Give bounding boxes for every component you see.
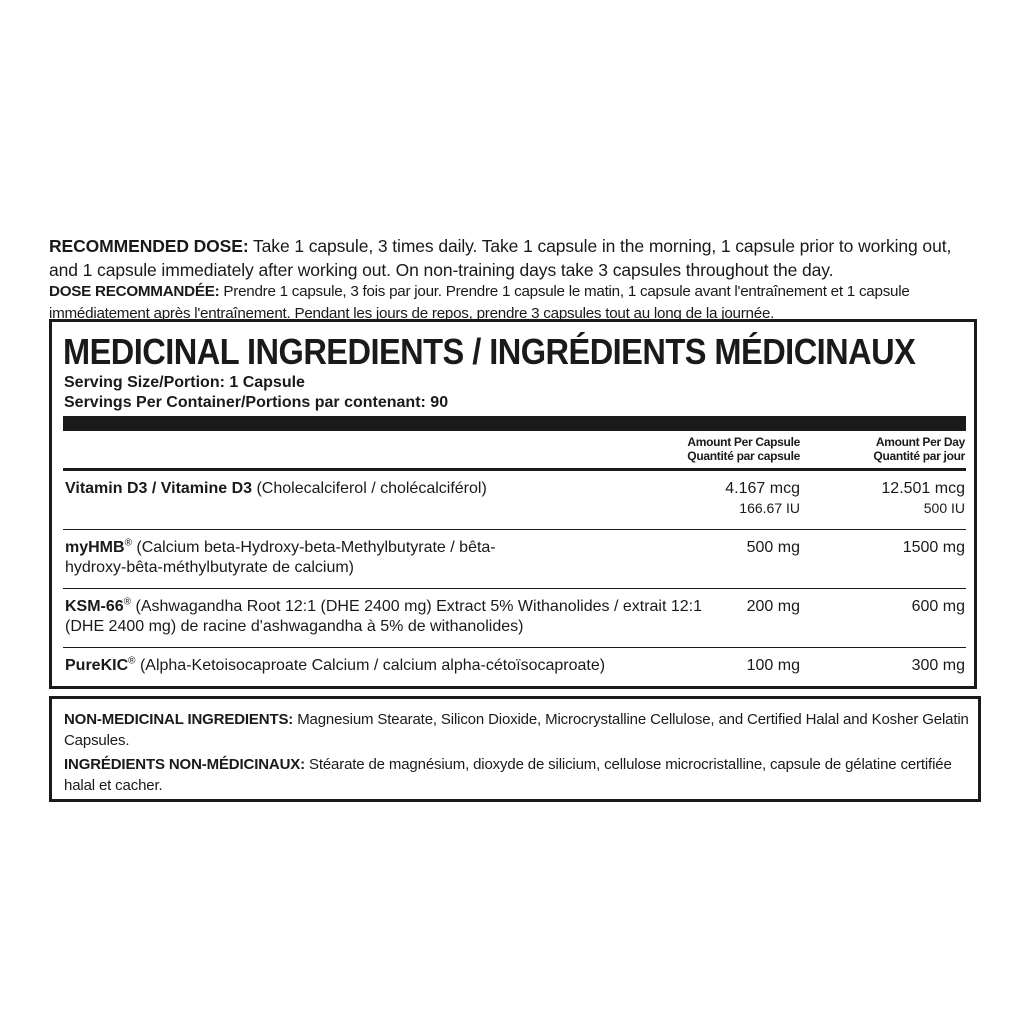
amount-per-day: 1500 mg [902, 539, 965, 556]
medicinal-ingredients-panel [49, 319, 977, 689]
amount-per-day: 600 mg [911, 598, 965, 615]
amount-per-capsule: 4.167 mcg [725, 480, 800, 497]
ingredient-description: (Calcium beta-Hydroxy-beta-Methylbutyrate / bêta-hydroxy-bêta-méthylbutyrate de calcium) [65, 539, 496, 576]
amount-per-capsule-iu: 166.67 IU [739, 500, 800, 516]
non-medicinal-ingredients-en [64, 709, 970, 751]
non-medicinal-text-fr: Stéarate de magnésium, dioxyde de silicium, cellulose microcristalline, capsule de gélatine certifiée halal et cacher. [64, 756, 952, 794]
ingredient-name-bold: myHMB [65, 539, 125, 556]
ingredient-name [65, 656, 715, 676]
column-header-per-day-fr: Quantité par jour [873, 449, 965, 463]
recommended-dose-en [49, 234, 977, 282]
column-header-per-day [873, 435, 965, 463]
row-divider [63, 529, 966, 530]
row-divider [63, 647, 966, 648]
amount-per-capsule: 200 mg [746, 598, 800, 615]
ingredient-description: (Alpha-Ketoisocaproate Calcium / calcium alpha-cétoïsocaproate) [135, 657, 606, 674]
recommended-dose-text: Take 1 capsule, 3 times daily. Take 1 capsule in the morning, 1 capsule prior to working out, and 1 capsule immediately after working out. On non-training days take 3 capsules throughout the day. [49, 235, 952, 280]
ingredient-row-purekic [63, 656, 966, 678]
recommended-dose-label: RECOMMENDED DOSE: [49, 235, 249, 256]
amount-per-day: 12.501 mcg [881, 480, 965, 497]
ingredient-name [65, 479, 715, 499]
column-header-per-capsule-fr: Quantité par capsule [687, 449, 800, 463]
non-medicinal-label-fr: INGRÉDIENTS NON-MÉDICINAUX: [64, 756, 305, 773]
column-header-per-capsule-en: Amount Per Capsule [687, 435, 800, 449]
servings-per-value: 90 [430, 394, 449, 411]
thick-divider [63, 416, 966, 431]
amount-per-day-iu: 500 IU [923, 500, 965, 516]
serving-size-value: 1 Capsule [229, 374, 305, 391]
non-medicinal-text-en: Magnesium Stearate, Silicon Dioxide, Microcrystalline Cellulose, and Certified Halal and Kosher Gelatin Capsules. [64, 711, 969, 749]
amount-per-capsule: 500 mg [746, 539, 800, 556]
ingredient-name [65, 597, 715, 637]
servings-per-label: Servings Per Container/Portions par contenant: [64, 394, 431, 411]
non-medicinal-label-en: NON-MEDICINAL INGREDIENTS: [64, 711, 294, 728]
registered-mark: ® [123, 596, 132, 608]
servings-per-container [64, 393, 448, 413]
serving-size-label: Serving Size/Portion: [64, 374, 230, 391]
panel-title: MEDICINAL INGREDIENTS / INGRÉDIENTS MÉDICINAUX [63, 331, 916, 372]
ingredient-row-vitamin-d3 [63, 479, 966, 529]
ingredient-name-bold: PureKIC [65, 657, 129, 674]
column-header-per-capsule [687, 435, 800, 463]
header-divider [63, 468, 966, 471]
amount-per-capsule: 100 mg [746, 657, 800, 674]
ingredient-description: (Cholecalciferol / cholécalciférol) [252, 480, 487, 497]
ingredient-description: (Ashwagandha Root 12:1 (DHE 2400 mg) Extract 5% Withanolides / extrait 12:1 (DHE 2400 mg) de racine d'ashwagandha à 5% de withanolides) [65, 598, 703, 635]
registered-mark: ® [124, 537, 132, 549]
dose-recommandee-text: Prendre 1 capsule, 3 fois par jour. Prendre 1 capsule le matin, 1 capsule avant l'entraînement et 1 capsule immédiatement après l'entraînement. Pendant les jours de repos, prendre 3 capsules tout au long de la journée. [49, 283, 910, 323]
serving-size [64, 373, 305, 393]
ingredient-row-myhmb [63, 538, 966, 582]
registered-mark: ® [128, 655, 136, 667]
ingredient-name-bold: KSM-66 [65, 598, 124, 615]
dose-recommandee-label: DOSE RECOMMANDÉE: [49, 283, 220, 301]
non-medicinal-ingredients-panel [49, 696, 981, 802]
amount-per-day: 300 mg [911, 657, 965, 674]
non-medicinal-ingredients-fr [64, 754, 970, 796]
row-divider [63, 588, 966, 589]
ingredient-name-bold: Vitamin D3 / Vitamine D3 [65, 480, 253, 497]
ingredient-name [65, 538, 525, 578]
ingredient-row-ksm-66 [63, 597, 966, 641]
column-header-per-day-en: Amount Per Day [875, 435, 965, 449]
